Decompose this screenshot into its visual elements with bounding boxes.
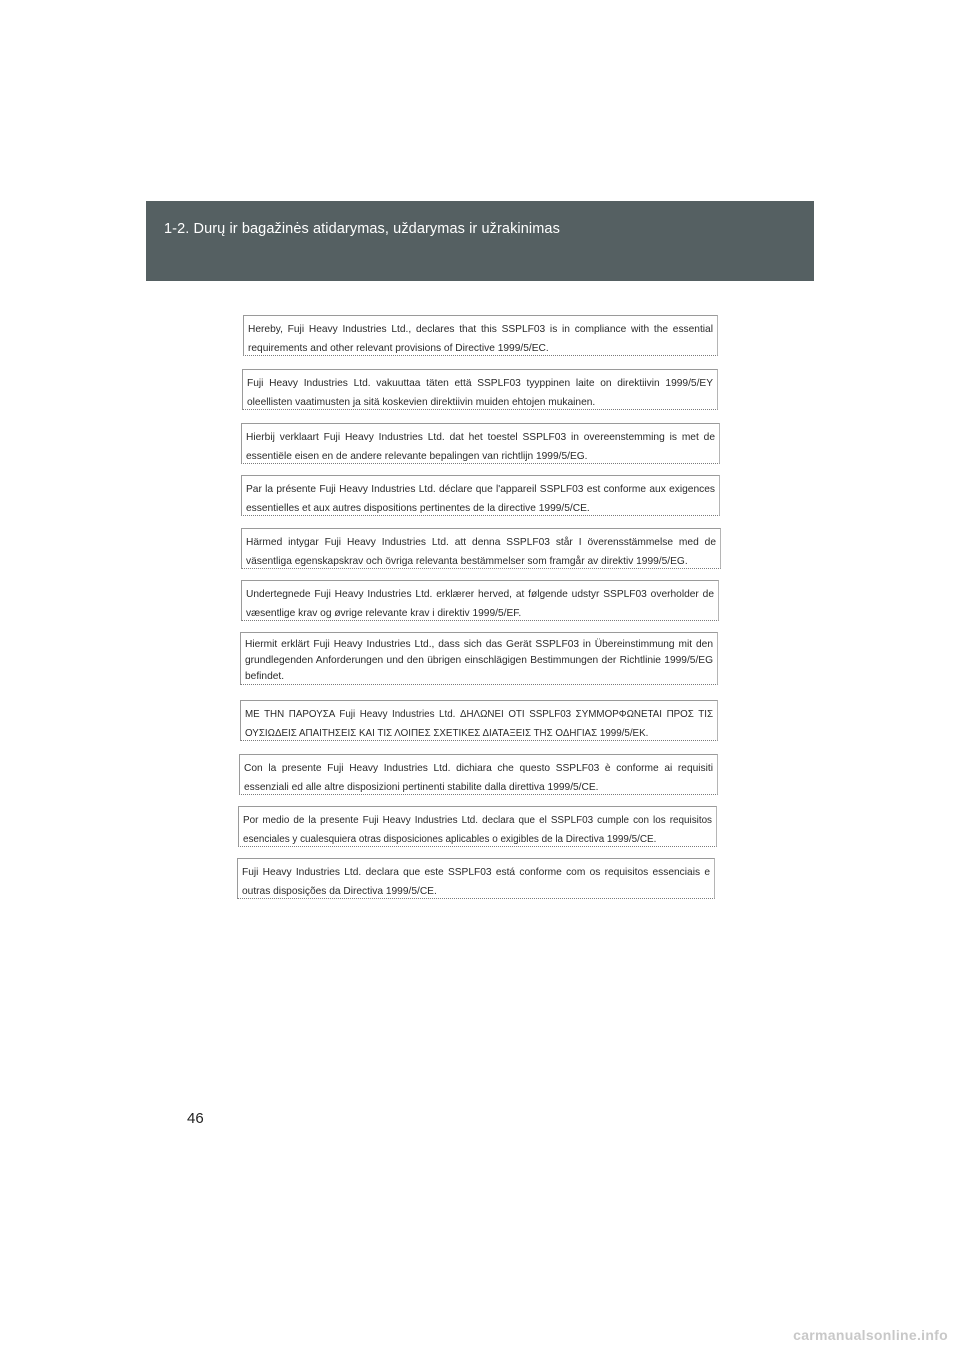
declaration-box-swedish	[241, 528, 721, 569]
declaration-text: Por medio de la presente Fuji Heavy Industries Ltd. declara que el SSPLF03 cumple con los requisitos esenciales y cualesquiera otras disposiciones aplicables o exigibles de la Directiva 1999/5/CE.	[243, 815, 712, 845]
section-title: 1-2. Durų ir bagažinės atidarymas, uždarymas ir užrakinimas	[164, 221, 560, 237]
declaration-text: Hierbij verklaart Fuji Heavy Industries Ltd. dat het toestel SSPLF03 in overeenstemming is met de essentiële eisen en de andere relevante bepalingen van richtlijn 1999/5/EG.	[246, 432, 715, 462]
declaration-box-finnish	[242, 369, 718, 410]
declaration-text: Hiermit erklärt Fuji Heavy Industries Ltd., dass sich das Gerät SSPLF03 in Übereinstimmung mit den grundlegenden Anforderungen und den übrigen einschlägigen Bestimmungen der Richtlinie 1999/5/EG befindet.	[245, 639, 713, 682]
declaration-box-english	[243, 315, 718, 356]
section-header-band	[146, 201, 814, 281]
declaration-text: Fuji Heavy Industries Ltd. vakuuttaa täten että SSPLF03 tyyppinen laite on direktiivin 1999/5/EY oleellisten vaatimusten ja sitä koskevien direktiivin muiden ehtojen mukainen.	[247, 378, 713, 408]
declaration-box-german	[240, 632, 718, 685]
declaration-text: ΜΕ ΤΗΝ ΠΑΡΟΥΣΑ Fuji Heavy Industries Ltd. ΔΗΛΩΝΕΙ ΟΤΙ SSPLF03 ΣΥΜΜΟΡΦΩΝΕΤΑΙ ΠΡΟΣ ΤΙΣ ΟΥΣΙΩΔΕΙΣ ΑΠΑΙΤΗΣΕΙΣ ΚΑΙ ΤΙΣ ΛΟΙΠΕΣ ΣΧΕΤΙΚΕΣ ΔΙΑΤΑΞΕΙΣ ΤΗΣ ΟΔΗΓΙΑΣ 1999/5/ΕΚ.	[245, 709, 713, 739]
declaration-text: Undertegnede Fuji Heavy Industries Ltd. erklærer herved, at følgende udstyr SSPLF03 overholder de væsentlige krav og øvrige relevante krav i direktiv 1999/5/EF.	[246, 589, 714, 619]
declaration-text: Hereby, Fuji Heavy Industries Ltd., declares that this SSPLF03 is in compliance with the essential requirements and other relevant provisions of Directive 1999/5/EC.	[248, 324, 713, 354]
declaration-box-portuguese	[237, 858, 715, 899]
page-number: 46	[187, 1110, 204, 1127]
declaration-box-greek	[240, 700, 718, 741]
declaration-box-italian	[239, 754, 718, 795]
declaration-box-dutch	[241, 423, 720, 464]
declaration-box-spanish	[238, 806, 717, 847]
declaration-box-french	[241, 475, 720, 516]
declaration-text: Con la presente Fuji Heavy Industries Ltd. dichiara che questo SSPLF03 è conforme ai requisiti essenziali ed alle altre disposizioni pertinenti stabilite dalla direttiva 1999/5/CE.	[244, 763, 713, 793]
declaration-box-danish	[241, 580, 719, 621]
declaration-text: Fuji Heavy Industries Ltd. declara que este SSPLF03 está conforme com os requisitos essenciais e outras disposições da Directiva 1999/5/CE.	[242, 867, 710, 897]
watermark-logo: carmanualsonline.info	[793, 1327, 948, 1343]
declaration-text: Par la présente Fuji Heavy Industries Ltd. déclare que l'appareil SSPLF03 est conforme aux exigences essentielles et aux autres dispositions pertinentes de la directive 1999/5/CE.	[246, 484, 715, 514]
declaration-text: Härmed intygar Fuji Heavy Industries Ltd. att denna SSPLF03 står I överensstämmelse med de väsentliga egenskapskrav och övriga relevanta bestämmelser som framgår av direktiv 1999/5/EG.	[246, 537, 716, 567]
